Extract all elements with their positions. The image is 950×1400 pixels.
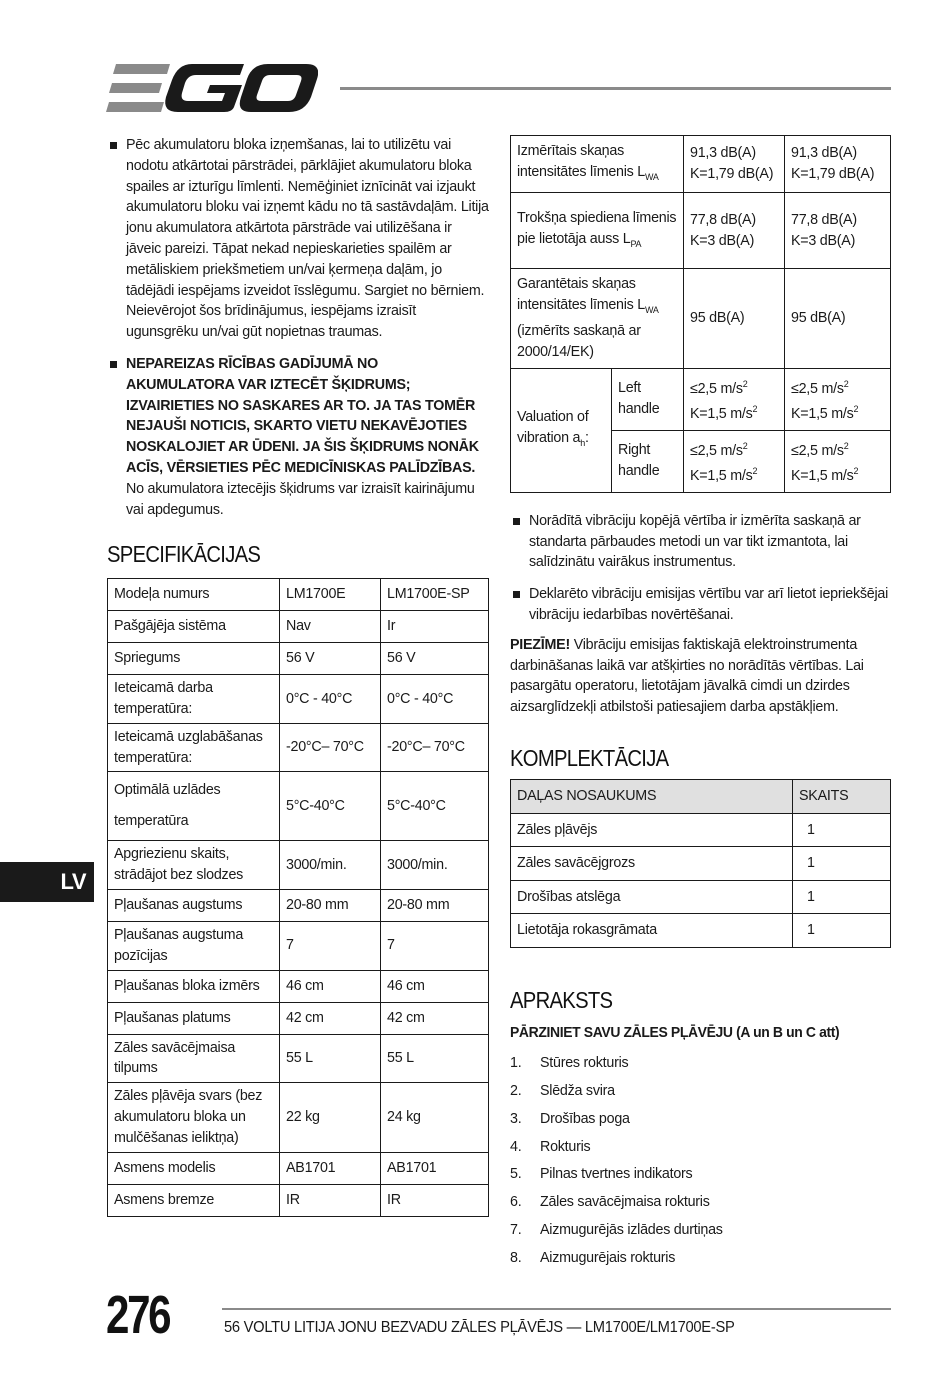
spec-value-cell: 55 L xyxy=(381,1034,489,1083)
kit-header-count: SKAITS xyxy=(793,779,891,813)
table-row xyxy=(108,889,489,921)
spec-label-cell: Pļaušanas augstums xyxy=(108,889,280,921)
table-row xyxy=(108,1184,489,1216)
spec-value-cell: 20-80 mm xyxy=(280,889,381,921)
spec-value-cell: Ir xyxy=(381,611,489,643)
kit-title: KOMPLEKTĀCIJA xyxy=(510,744,669,771)
table-cell xyxy=(511,368,612,492)
noise-label: Trokšņa spiediena līmenis pie lietotāja auss L xyxy=(517,209,677,247)
list-item-label: Zāles savācējmaisa rokturis xyxy=(540,1194,710,1211)
list-item xyxy=(510,1133,891,1161)
spec-label-cell: Ieteicamā darba temperatūra: xyxy=(108,675,280,724)
list-item xyxy=(107,354,489,520)
table-cell xyxy=(785,136,891,193)
kit-item-name: Zāles pļāvējs xyxy=(511,813,793,847)
list-item xyxy=(510,1161,891,1189)
table-row xyxy=(511,193,891,269)
right-bullet-list xyxy=(510,511,891,626)
table-row xyxy=(511,880,891,914)
spec-label-cell: Spriegums xyxy=(108,643,280,675)
spec-value-cell: 3000/min. xyxy=(381,841,489,890)
spec-label-cell: Zāles pļāvēja svars (bez akumulatoru bloka un mulčēšanas ieliktņa) xyxy=(108,1083,280,1152)
noise-value: 91,3 dB(A) xyxy=(690,145,756,162)
noise-sub: PA xyxy=(630,238,642,249)
vibration-k: K=1,5 m/s xyxy=(791,405,854,422)
spec-value-cell: 55 L xyxy=(280,1034,381,1083)
noise-k-value: K=3 dB(A) xyxy=(690,232,755,249)
spec-value-cell: LM1700E xyxy=(280,579,381,611)
kit-header-name: DAĻAS NOSAUKUMS xyxy=(511,779,793,813)
noise-value: 77,8 dB(A) xyxy=(791,212,857,229)
list-item-number: 7. xyxy=(510,1222,522,1239)
kit-item-name: Drošības atslēga xyxy=(511,880,793,914)
desc-title: APRAKSTS xyxy=(510,986,613,1013)
spec-value-cell: LM1700E-SP xyxy=(381,579,489,611)
spec-label-cell: Zāles savācējmaisa tilpums xyxy=(108,1034,280,1083)
left-column xyxy=(107,135,489,1217)
bullet-text: No akumulatora iztecējis šķidrums var izraisīt kairinājumu vai apdegumus. xyxy=(126,480,475,518)
spec-value-cell: 0°C - 40°C xyxy=(280,675,381,724)
spec-value-cell: AB1701 xyxy=(381,1152,489,1184)
table-cell xyxy=(785,430,891,492)
vibration-value: ≤2,5 m/s xyxy=(791,442,844,459)
spec-title: SPECIFIKĀCIJAS xyxy=(107,541,261,568)
kit-item-count: 1 xyxy=(793,813,891,847)
spec-label-cell: Modeļa numurs xyxy=(108,579,280,611)
list-item-label: Stūres rokturis xyxy=(540,1054,629,1071)
table-cell: 95 dB(A) xyxy=(684,269,785,368)
list-item-label: Aizmugurējais rokturis xyxy=(540,1250,676,1267)
table-row xyxy=(108,772,489,841)
table-cell: Right handle xyxy=(612,430,684,492)
right-column xyxy=(510,135,891,1272)
table-cell xyxy=(785,193,891,269)
vibration-k: K=1,5 m/s xyxy=(690,467,753,484)
spec-value-cell: 42 cm xyxy=(381,1002,489,1034)
noise-label-note: (izmērīts saskaņā ar 2000/14/EK) xyxy=(517,322,641,360)
vibration-exp: 2 xyxy=(853,404,859,415)
spec-value-cell: 56 V xyxy=(381,643,489,675)
list-item-label: Aizmugurējās izlādes durtiņas xyxy=(540,1222,723,1239)
spec-value-cell: -20°C– 70°C xyxy=(280,723,381,772)
kit-table xyxy=(510,779,891,948)
kit-item-count: 1 xyxy=(793,880,891,914)
noise-label: Izmērītais skaņas intensitātes līmenis L xyxy=(517,143,646,180)
list-item: Deklarēto vibrāciju emisijas vērtību var arī lietot iepriekšējai vibrāciju iedarbības novērtēšanai. xyxy=(510,584,891,626)
vibration-colon: : xyxy=(584,429,589,446)
spec-value-cell: AB1701 xyxy=(280,1152,381,1184)
table-cell xyxy=(684,368,785,430)
spec-value-cell: 24 kg xyxy=(381,1083,489,1152)
vibration-exp: 2 xyxy=(752,466,758,477)
table-row xyxy=(108,675,489,724)
table-cell xyxy=(785,368,891,430)
spec-label-cell: Ieteicamā uzglabāšanas temperatūra: xyxy=(108,723,280,772)
vibration-exp: 2 xyxy=(752,404,758,415)
table-row xyxy=(511,847,891,881)
spec-table xyxy=(107,578,489,1216)
list-item xyxy=(510,1105,891,1133)
bullet-text: Pēc akumulatoru bloka izņemšanas, lai to utilizētu vai nodotu atkārtotai pārstrādei, pārklājiet akumulatoru bloka spailes ar izturīgu līmlenti. Nemēģiniet iznīcināt vai izjaukt akumulatoru bloku vai izņemt kādu no tā sastāvdaļām. Litija jonu akumulatora atkārtota pārstrāde vai utilizēšana ir jāveic pareizi. Tāpat nekad nepieskarieties spailēm ar metāliskiem priekšmetiem un/vai ķermeņa daļām, jo tādējādi iespējams izveidot īsslēgumu. Sargiet no bērniem. Neievērojot šos brīdinājumus, iespējams izraisīt ugunsgrēku un/vai gūt nopietnas traumas. xyxy=(126,137,489,341)
spec-value-cell: 46 cm xyxy=(280,970,381,1002)
desc-subtitle: PĀRZINIET SAVU ZĀLES PĻĀVĒJU (A un B un C att) xyxy=(510,1023,840,1041)
ego-logo xyxy=(106,64,318,112)
spec-value-cell: 5°C-40°C xyxy=(280,772,381,841)
table-cell: 95 dB(A) xyxy=(785,269,891,368)
spec-label-cell: Pļaušanas augstuma pozīcijas xyxy=(108,921,280,970)
kit-item-count: 1 xyxy=(793,847,891,881)
list-item-number: 8. xyxy=(510,1250,522,1267)
list-item xyxy=(510,1217,891,1245)
vibration-value: ≤2,5 m/s xyxy=(690,442,743,459)
spec-label-cell: Pašgājēja sistēma xyxy=(108,611,280,643)
logo-g xyxy=(165,64,244,112)
spec-value-cell: 5°C-40°C xyxy=(381,772,489,841)
spec-value-cell: 3000/min. xyxy=(280,841,381,890)
table-cell xyxy=(511,193,684,269)
list-item-number: 6. xyxy=(510,1194,522,1211)
spec-value-cell: 56 V xyxy=(280,643,381,675)
noise-value: 77,8 dB(A) xyxy=(690,212,756,229)
table-row xyxy=(511,136,891,193)
list-item xyxy=(510,1077,891,1105)
logo-o xyxy=(240,64,318,112)
spec-label-cell: Optimālā uzlādes temperatūra xyxy=(108,772,280,841)
spec-label-cell: Asmens bremze xyxy=(108,1184,280,1216)
vibration-exp: 2 xyxy=(742,440,748,451)
list-item-label: Rokturis xyxy=(540,1138,591,1155)
table-cell xyxy=(511,136,684,193)
note-text: Vibrāciju emisijas faktiskajā elektroinstrumenta darbināšanas laikā var atšķirties no norādītās vērtības. Lai pasargātu operatoru, lietotājam jāvalkā cimdi un dzirdes aizsarglīdzekļi atbilstoši patiesajiem darba apstākļiem. xyxy=(510,636,864,716)
table-row xyxy=(108,970,489,1002)
vibration-exp: 2 xyxy=(853,466,859,477)
noise-label: Garantētais skaņas intensitātes līmenis L xyxy=(517,276,646,314)
list-item xyxy=(510,1189,891,1217)
noise-sub: WA xyxy=(645,171,659,182)
bullet-warning-bold: NEPAREIZAS RĪCĪBAS GADĪJUMĀ NO AKUMULATORA VAR IZTECĒT ŠĶIDRUMS; IZVAIRIETIES NO SASKARES AR TO. JA TAS TOMĒR NEJAUŠI NOTICIS, SKARTO VIETU NEKAVĒJOTIES NOSKALOJIET AR ŪDENI. JA ŠIS ŠĶIDRUMS NONĀK ACĪS, VĒRSIETIES PĒC MEDICĪNISKAS PALĪDZĪBAS. xyxy=(126,355,479,476)
list-item-number: 2. xyxy=(510,1082,522,1099)
noise-k-value: K=1,79 dB(A) xyxy=(791,166,875,183)
spec-value-cell: 7 xyxy=(280,921,381,970)
table-cell: Left handle xyxy=(612,368,684,430)
kit-item-count: 1 xyxy=(793,914,891,948)
list-item-number: 3. xyxy=(510,1110,522,1127)
table-row xyxy=(108,1002,489,1034)
spec-value-cell: IR xyxy=(381,1184,489,1216)
list-item-label: Pilnas tvertnes indikators xyxy=(540,1166,693,1183)
table-row xyxy=(108,841,489,890)
table-row xyxy=(108,1152,489,1184)
note-paragraph xyxy=(510,635,891,718)
noise-k-value: K=1,79 dB(A) xyxy=(690,166,774,183)
noise-value: 91,3 dB(A) xyxy=(791,145,857,162)
table-cell xyxy=(511,269,684,368)
left-bullet-list xyxy=(107,135,489,520)
vibration-exp: 2 xyxy=(843,378,849,389)
table-cell xyxy=(684,430,785,492)
spec-value-cell: 22 kg xyxy=(280,1083,381,1152)
spec-value-cell: IR xyxy=(280,1184,381,1216)
table-cell xyxy=(684,136,785,193)
spec-label-cell: Asmens modelis xyxy=(108,1152,280,1184)
spec-label-cell: Apgriezienu skaits, strādājot bez slodzes xyxy=(108,841,280,890)
list-item: Norādītā vibrāciju kopējā vērtība ir izmērīta saskaņā ar standarta pārbaudes metodi un var tikt izmantota, lai salīdzinātu vairākus instrumentus. xyxy=(510,511,891,573)
list-item xyxy=(510,1049,891,1077)
spec-value-cell: 20-80 mm xyxy=(381,889,489,921)
spec-value-cell: 0°C - 40°C xyxy=(381,675,489,724)
logo-text: EGO xyxy=(106,64,109,65)
page-number: 276 xyxy=(106,1285,170,1345)
vibration-value: ≤2,5 m/s xyxy=(791,380,844,397)
table-row xyxy=(108,723,489,772)
list-item-label: Slēdža svira xyxy=(540,1082,615,1099)
table-row xyxy=(108,643,489,675)
vibration-k: K=1,5 m/s xyxy=(791,467,854,484)
noise-vibration-table xyxy=(510,135,891,493)
spec-value-cell: Nav xyxy=(280,611,381,643)
spec-value-cell: 7 xyxy=(381,921,489,970)
logo-e xyxy=(106,64,170,112)
table-row xyxy=(108,579,489,611)
list-item xyxy=(107,135,489,343)
note-label: PIEZĪME! xyxy=(510,636,570,653)
spec-label-cell: Pļaušanas platums xyxy=(108,1002,280,1034)
noise-sub: WA xyxy=(645,305,659,316)
table-row xyxy=(511,368,891,430)
language-tab: LV xyxy=(0,862,94,902)
spec-label-cell: Pļaušanas bloka izmērs xyxy=(108,970,280,1002)
desc-list xyxy=(510,1049,891,1272)
table-row xyxy=(511,914,891,948)
list-item-number: 4. xyxy=(510,1138,522,1155)
vibration-label: Valuation of vibration a xyxy=(517,408,589,446)
vibration-exp: 2 xyxy=(843,440,849,451)
noise-k-value: K=3 dB(A) xyxy=(791,232,856,249)
table-row xyxy=(108,1034,489,1083)
table-cell xyxy=(684,193,785,269)
table-row xyxy=(511,269,891,368)
list-item xyxy=(510,1245,891,1273)
spec-value-cell: 42 cm xyxy=(280,1002,381,1034)
header-rule xyxy=(340,87,891,90)
footer-text: 56 VOLTU LITIJA JONU BEZVADU ZĀLES PĻĀVĒJS — LM1700E/LM1700E-SP xyxy=(224,1319,735,1336)
table-row xyxy=(108,1083,489,1152)
spec-value-cell: 46 cm xyxy=(381,970,489,1002)
kit-item-name: Zāles savācējgrozs xyxy=(511,847,793,881)
table-header-row xyxy=(511,779,891,813)
list-item-number: 5. xyxy=(510,1166,522,1183)
list-item-number: 1. xyxy=(510,1054,522,1071)
table-row xyxy=(108,611,489,643)
vibration-k: K=1,5 m/s xyxy=(690,405,753,422)
table-row xyxy=(108,921,489,970)
spec-value-cell: -20°C– 70°C xyxy=(381,723,489,772)
kit-item-name: Lietotāja rokasgrāmata xyxy=(511,914,793,948)
list-item-label: Drošības poga xyxy=(540,1110,630,1127)
vibration-sub: h xyxy=(580,437,585,448)
footer-rule xyxy=(222,1308,891,1310)
vibration-exp: 2 xyxy=(742,378,748,389)
table-row xyxy=(511,813,891,847)
vibration-value: ≤2,5 m/s xyxy=(690,380,743,397)
